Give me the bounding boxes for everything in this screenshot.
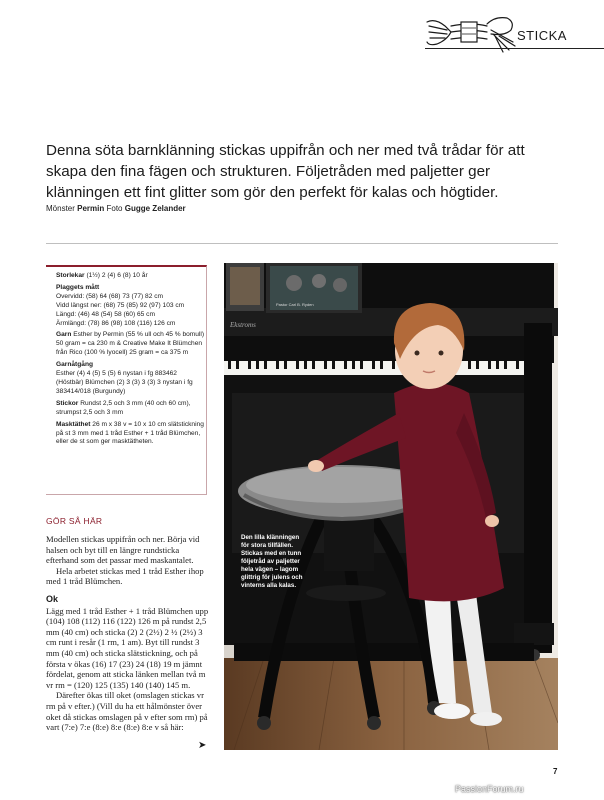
yarn-label: Garn bbox=[56, 331, 72, 339]
instructions-body bbox=[46, 534, 212, 733]
credit-pattern-label: Mönster bbox=[46, 204, 75, 213]
section-label: STICKA bbox=[517, 28, 567, 43]
instructions-heading: GÖR SÅ HÄR bbox=[46, 516, 103, 526]
continue-arrow-icon: ➤ bbox=[198, 740, 207, 751]
header-rule bbox=[425, 48, 604, 49]
size-label: Storlekar bbox=[56, 272, 85, 279]
page-number: 7 bbox=[553, 767, 558, 776]
gauge-value: 26 m x 38 v = 10 x 10 cm slätstickning på st 3 mm med 1 tråd Esther + 1 tråd Blümchen, eller de st som ger masktätheten. bbox=[56, 420, 204, 446]
watermark: PassionForum.ru bbox=[455, 784, 524, 794]
measure-line: Vidd längst ner: (68) 75 (85) 92 (97) 103 cm bbox=[56, 301, 185, 309]
measure-line: Overvidd: (58) 64 (68) 73 (77) 82 cm bbox=[56, 292, 164, 300]
wall-art-text: Pastor Carl B. Ryden bbox=[276, 302, 314, 307]
section-divider bbox=[46, 243, 558, 244]
credit-pattern-value: Permin bbox=[77, 204, 105, 213]
intro-text: Denna söta barnklänning stickas uppifrån och ner med två trådar för att skapa den fina fägen och strukturen. Följetråden med paljetter ger klänningen ett fint glitter som gör den perfekt för kalas och högtider. bbox=[46, 142, 525, 201]
gauge-label: Masktäthet bbox=[56, 420, 91, 428]
instructions-para: Hela arbetet stickas med 1 tråd Esther ihop med 1 tråd Blümchen. bbox=[46, 565, 204, 587]
credit-photo-label: Foto bbox=[106, 204, 123, 213]
measures-label: Plaggets mått bbox=[56, 283, 100, 291]
credit-photo-value: Gugge Zelander bbox=[124, 204, 186, 213]
yarn-amount-label: Garnåtgång bbox=[56, 361, 94, 369]
measure-line: Längd: (46) 48 (54) 58 (60) 65 cm bbox=[56, 310, 155, 318]
credits bbox=[46, 204, 186, 213]
needles-value: Rundst 2,5 och 3 mm (40 och 60 cm), strumpst 2,5 och 3 mm bbox=[56, 399, 191, 416]
instructions-para: Därefter ökas till oket (omslagen stickas vr rm på v efter.) (Vill du ha ett hålmönster över oket då stickas omslagen på v efter som rm) på vart (7:e) 7:e (8:e) 8:e (8:e) 8:e v så här: bbox=[46, 690, 208, 733]
ok-heading: Ok bbox=[46, 593, 59, 604]
needles-label: Stickor bbox=[56, 399, 79, 407]
size-value: (1½) 2 (4) 6 (8) 10 år bbox=[86, 272, 148, 279]
instructions-para: Lägg med 1 tråd Esther + 1 tråd Blümchen upp (104) 108 (112) 116 (122) 126 m på rundst 2,5 mm (40 cm) och sticka (2) 2 (2½) 2 ½ (2½) 3 cm runt i resår (1 rm, 1 am). Byt till rundst 3 mm (40 cm) och sticka slätstickning, och på första v ökas (16) 17 (23) 24 (18) 19 m jämnt fördelat, genom att sticka länken mellan två m vr rm = (120) 125 (135) 140 (140) 145 m. bbox=[46, 605, 209, 690]
pattern-info bbox=[56, 272, 206, 449]
yarn-value: Esther by Permin (55 % ull och 45 % bomull) 50 gram = ca 230 m & Creative Make It Blümchen från Rico (100 % lyocell) 25 gram = ca 375 m bbox=[56, 331, 205, 357]
instructions-para: Modellen stickas uppifrån och ner. Börja vid halsen och byt till en längre rundsticka efterhand som det passar med maskantalet. bbox=[46, 534, 200, 566]
piano-brand: Ekstroms bbox=[230, 321, 256, 329]
yarn-amount-value: Esther (4) 4 (5) 5 (5) 6 nystan i fg 883462 (Höstbär) Blümchen (2) 3 (3) 3 (3) 3 nystan i fg 383414/018 (Burgundy) bbox=[56, 370, 193, 395]
photo-caption: Den lilla klänningen för stora tillfällen. Stickas med en tunn följetråd av paljetter hela vägen – lagom glittrig för julens och vinterns alla kalas. bbox=[241, 534, 303, 589]
measure-line: Ärmlängd: (78) 86 (98) 108 (116) 126 cm bbox=[56, 319, 176, 327]
photo-girl-at-piano bbox=[224, 263, 558, 750]
